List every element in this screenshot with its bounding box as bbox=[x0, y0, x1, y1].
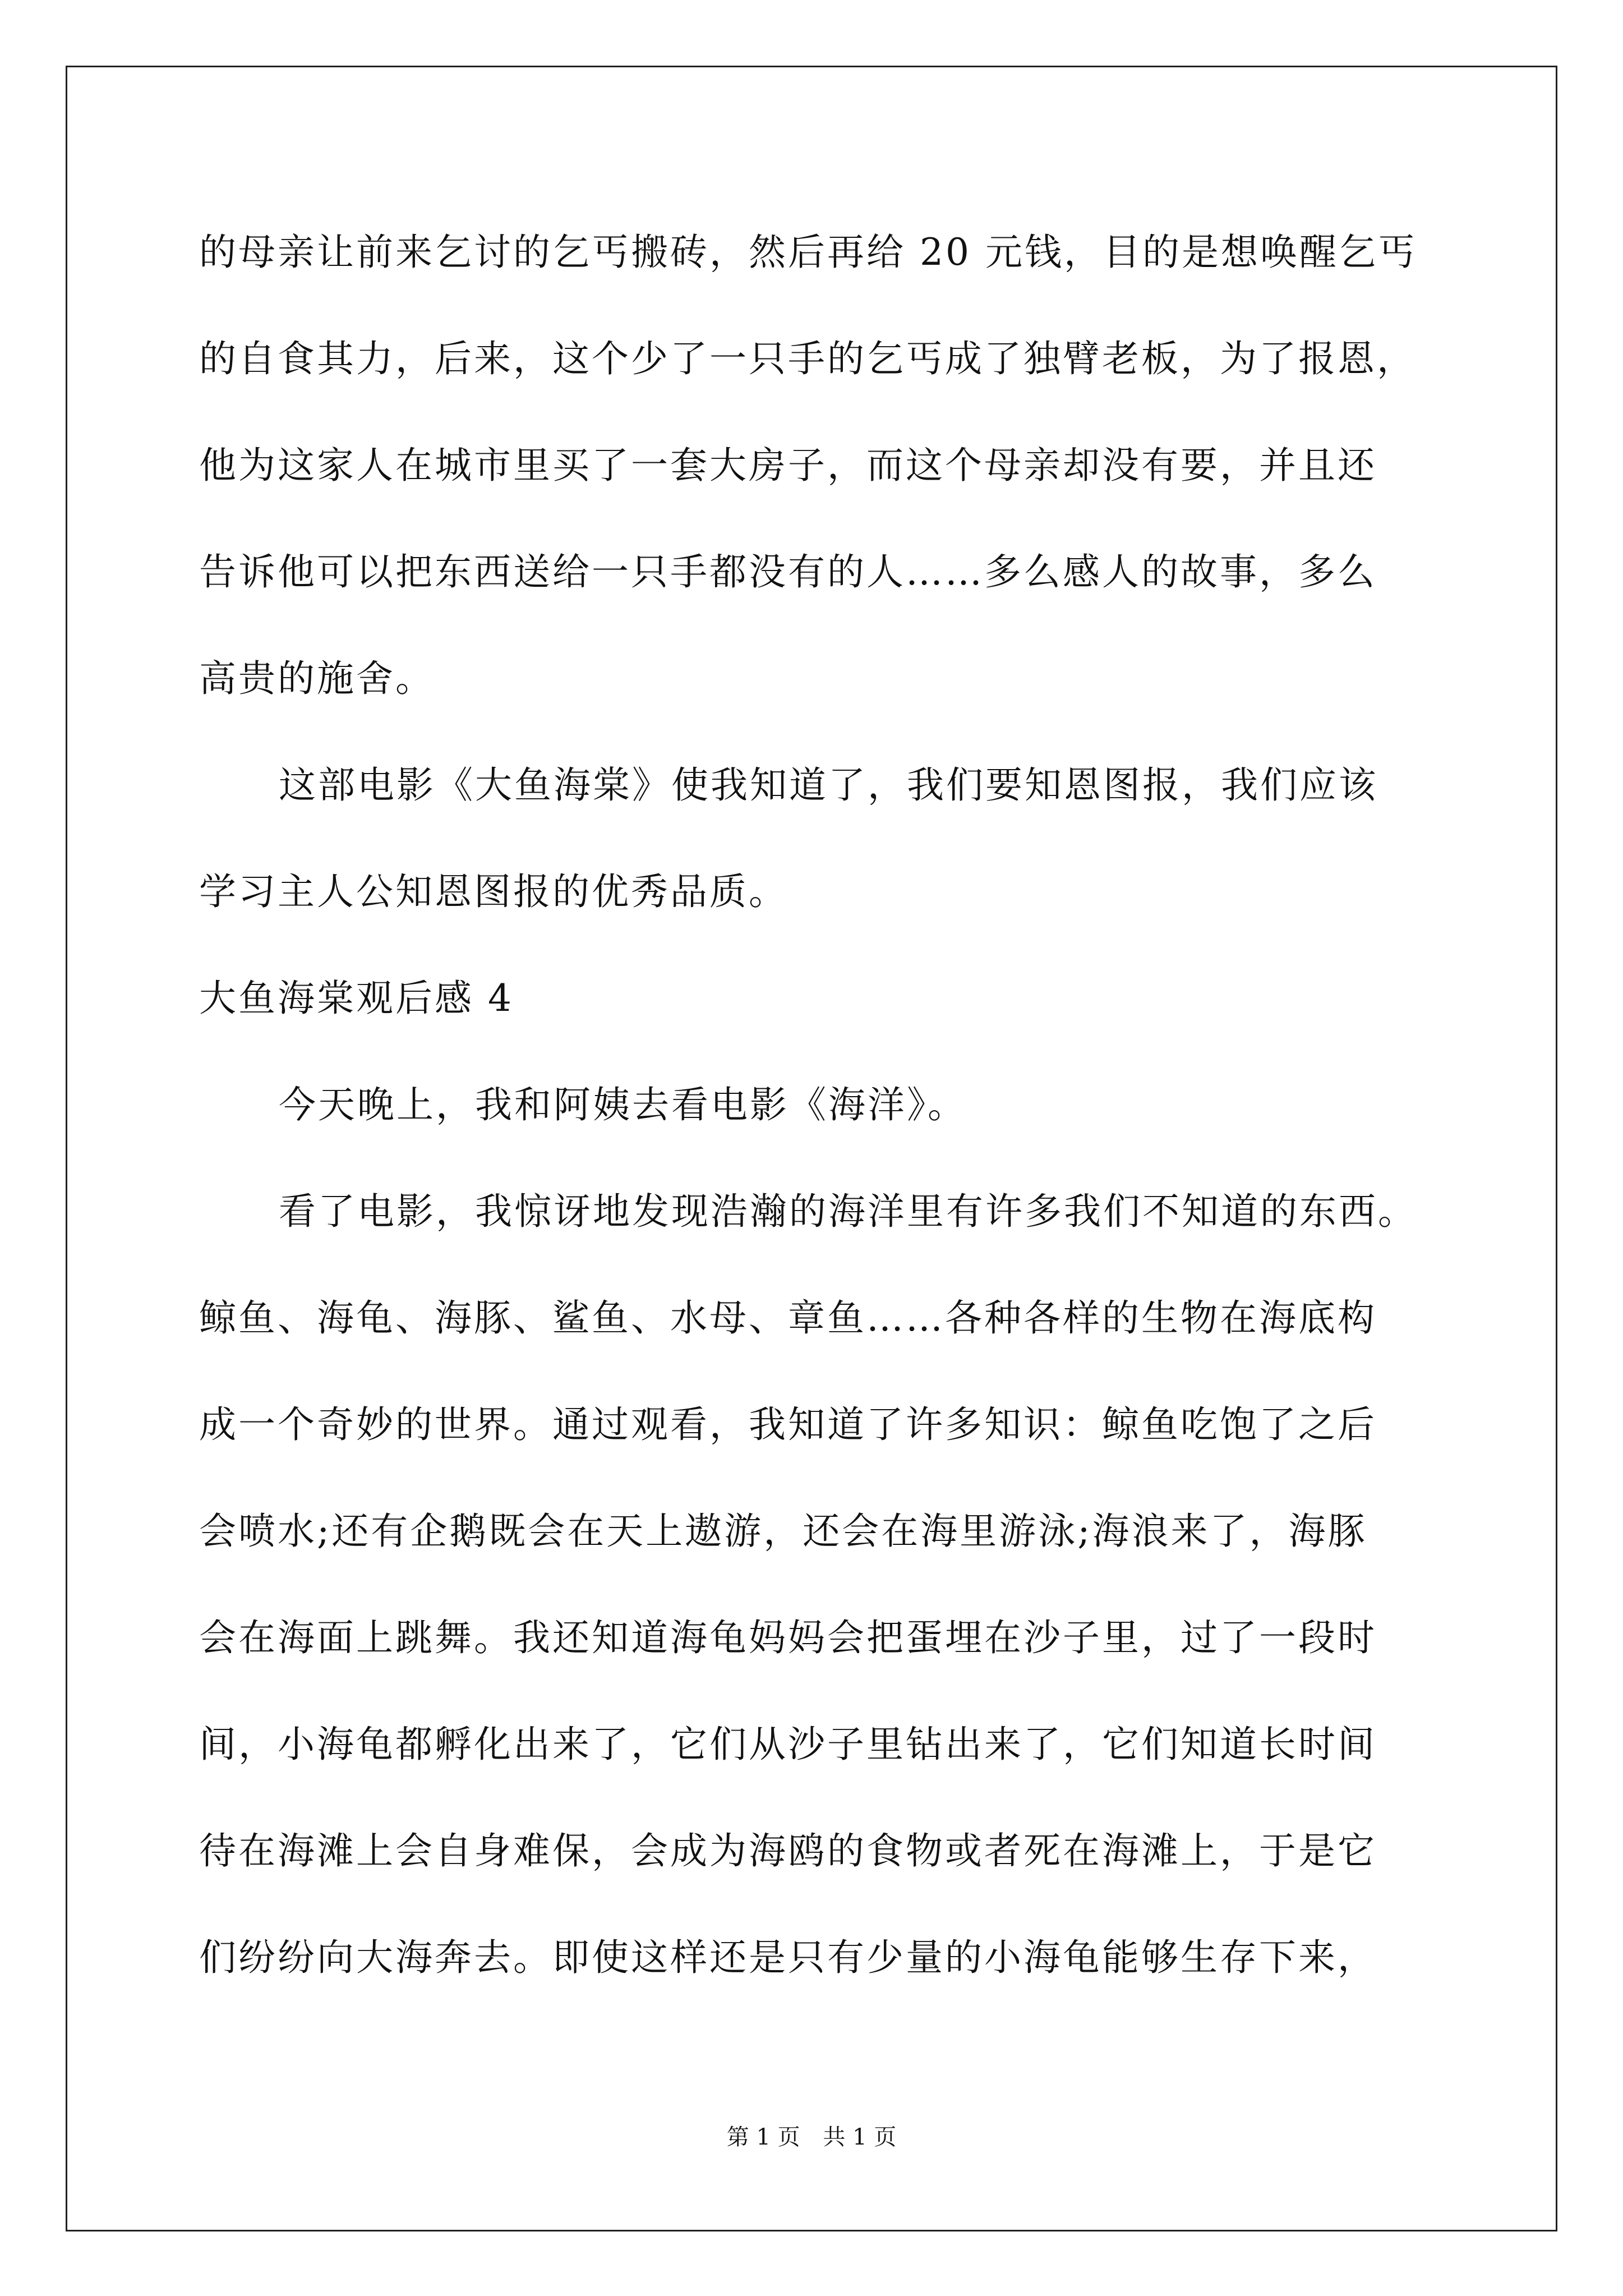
text-line: 间，小海龟都孵化出来了，它们从沙子里钻出来了，它们知道长时间 bbox=[199, 1723, 1377, 1766]
text-line: 待在海滩上会自身难保，会成为海鸥的食物或者死在海滩上，于是它 bbox=[199, 1829, 1377, 1872]
page-total: 共 1 页 bbox=[823, 2124, 897, 2150]
paragraph-start: 这部电影《大鱼海棠》使我知道了，我们要知恩图报，我们应该 bbox=[279, 763, 1378, 807]
text-line: 的自食其力，后来，这个少了一只手的乞丐成了独臂老板，为了报恩， bbox=[199, 337, 1416, 380]
section-heading: 大鱼海棠观后感 4 bbox=[199, 977, 514, 1020]
paragraph-start: 看了电影，我惊讶地发现浩瀚的海洋里有许多我们不知道的东西。 bbox=[279, 1190, 1417, 1233]
paragraph-start: 今天晚上，我和阿姨去看电影《海洋》。 bbox=[279, 1083, 967, 1126]
text-line: 的母亲让前来乞讨的乞丐搬砖，然后再给 20 元钱，目的是想唤醒乞丐 bbox=[199, 231, 1417, 274]
text-line: 会喷水;还有企鹅既会在天上遨游，还会在海里游泳;海浪来了，海豚 bbox=[199, 1510, 1367, 1553]
text-line: 告诉他可以把东西送给一只手都没有的人……多么感人的故事，多么 bbox=[199, 550, 1377, 593]
text-line: 学习主人公知恩图报的优秀品质。 bbox=[199, 870, 788, 913]
text-line: 们纷纷向大海奔去。即使这样还是只有少量的小海龟能够生存下来， bbox=[199, 1936, 1377, 1979]
page-footer bbox=[0, 2123, 1623, 2151]
page-number: 第 1 页 bbox=[726, 2124, 800, 2150]
text-line: 鲸鱼、海龟、海豚、鲨鱼、水母、章鱼……各种各样的生物在海底构 bbox=[199, 1296, 1377, 1340]
text-line: 高贵的施舍。 bbox=[199, 657, 435, 700]
text-line: 成一个奇妙的世界。通过观看，我知道了许多知识：鲸鱼吃饱了之后 bbox=[199, 1403, 1377, 1446]
text-line: 他为这家人在城市里买了一套大房子，而这个母亲却没有要，并且还 bbox=[199, 444, 1377, 487]
document-body bbox=[199, 219, 1433, 2031]
text-line: 会在海面上跳舞。我还知道海龟妈妈会把蛋埋在沙子里，过了一段时 bbox=[199, 1616, 1377, 1659]
